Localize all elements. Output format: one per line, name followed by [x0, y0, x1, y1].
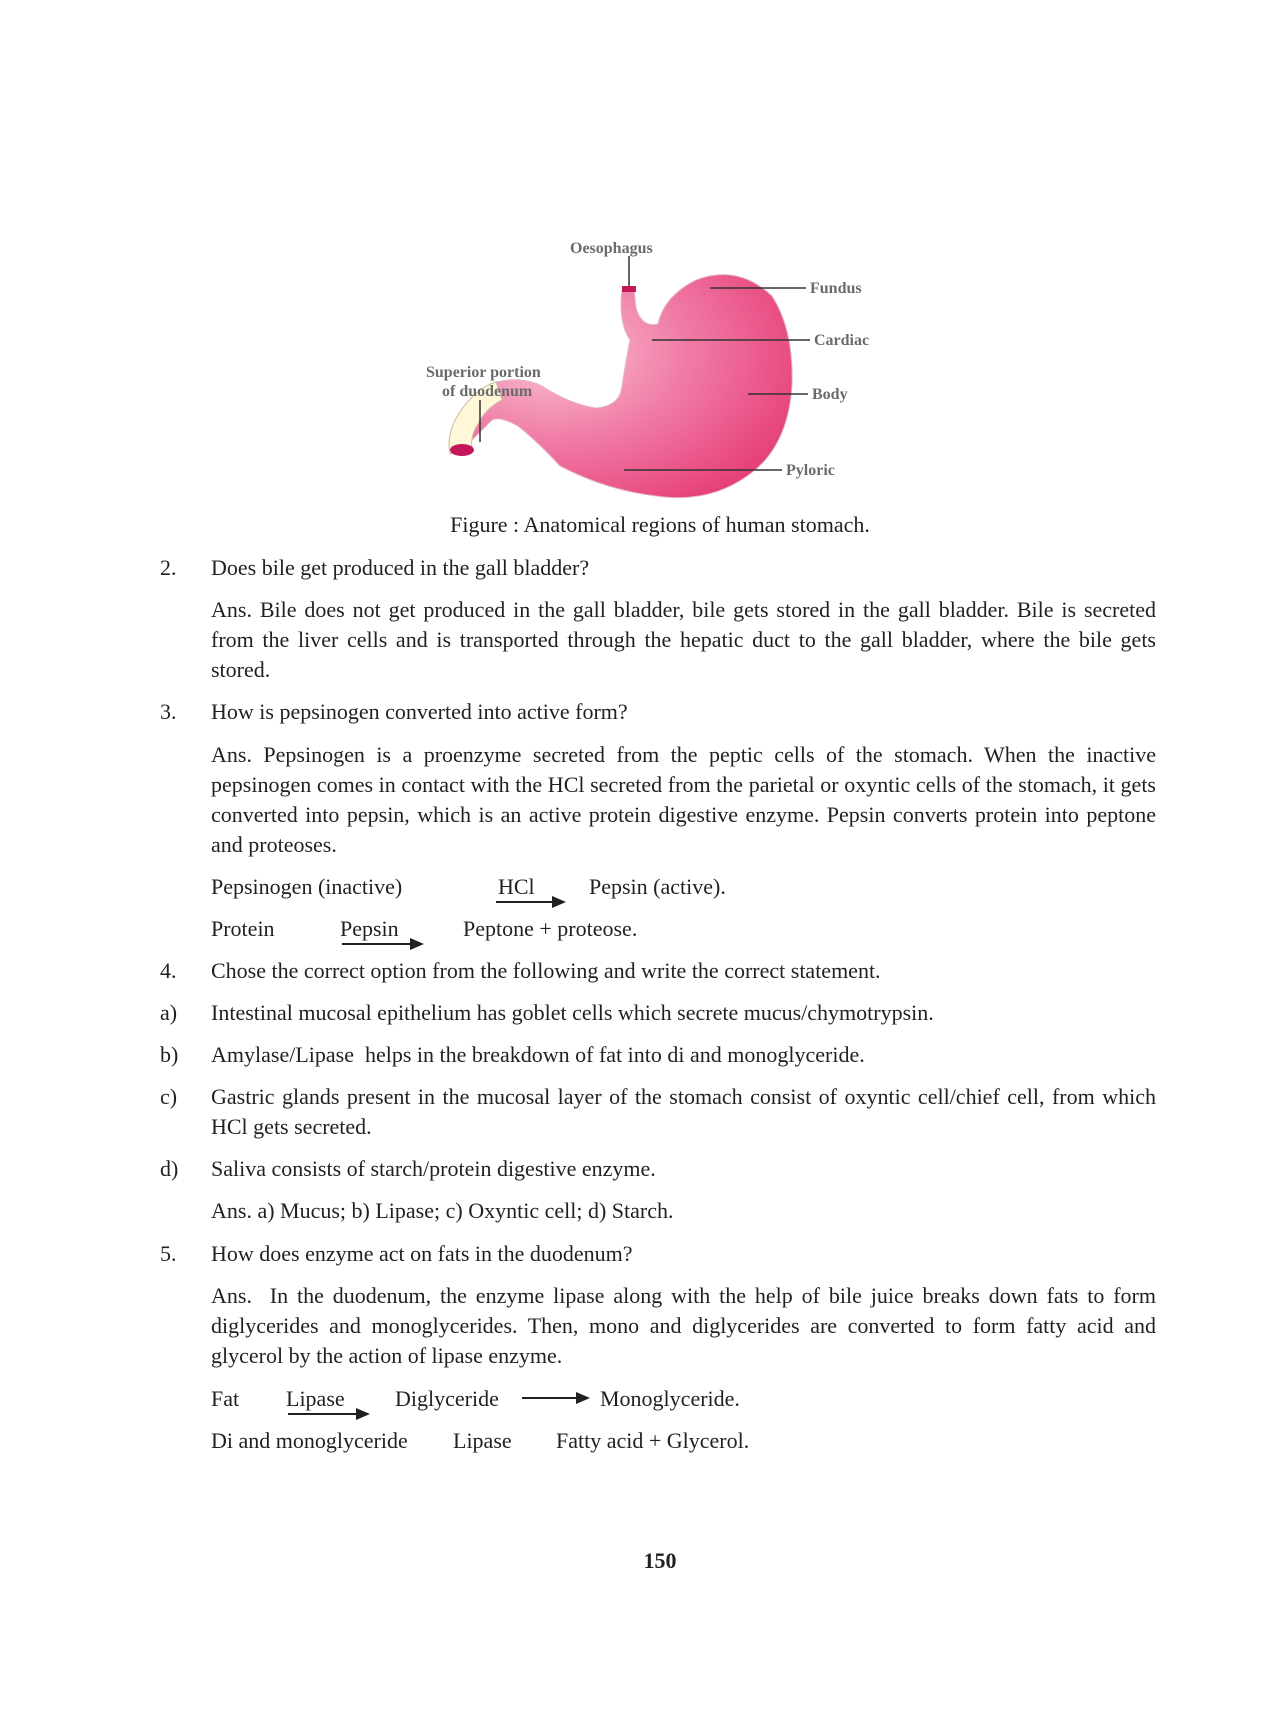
- option-text: Saliva consists of starch/protein digestive enzyme.: [211, 1156, 656, 1181]
- equation-middle: Diglyceride: [395, 1386, 499, 1411]
- question-text: How is pepsinogen converted into active form?: [211, 699, 628, 724]
- option-text: Intestinal mucosal epithelium has goblet cells which secrete mucus/chymotrypsin.: [211, 1000, 934, 1025]
- label-cardiac: Cardiac: [814, 332, 870, 349]
- oesophagus-opening: [622, 286, 636, 292]
- option-label: c): [160, 1084, 178, 1109]
- answer-text: Ans. a) Mucus; b) Lipase; c) Oxyntic cell; d) Starch.: [211, 1198, 674, 1223]
- equation-enzyme: Lipase: [286, 1386, 345, 1411]
- label-duodenum-line1: Superior portion: [426, 364, 541, 381]
- question-text: Chose the correct option from the following and write the correct statement.: [211, 958, 881, 983]
- page-number: 150: [643, 1548, 677, 1573]
- equation-right: Fatty acid + Glycerol.: [556, 1428, 750, 1453]
- option-label: b): [160, 1042, 179, 1067]
- question-number: 2.: [160, 555, 177, 580]
- option-text: Amylase/Lipase helps in the breakdown of fat into di and monoglyceride.: [211, 1042, 865, 1067]
- question-text: Does bile get produced in the gall bladder?: [211, 555, 590, 580]
- equation-enzyme: Lipase: [453, 1428, 512, 1453]
- question-number: 4.: [160, 958, 177, 983]
- answer-text: Ans. In the duodenum, the enzyme lipase along with the help of bile juice breaks down fats to form diglycerides and monoglycerides. Then, mono and diglycerides are converted to form fatty acid and glycerol by the action of lipase enzyme.: [211, 1283, 1162, 1368]
- label-duodenum-line2: of duodenum: [442, 383, 533, 400]
- reaction-arrow: [286, 1406, 376, 1422]
- reaction-arrow: [494, 894, 570, 910]
- question-number: 3.: [160, 699, 177, 724]
- answer-text: Ans. Bile does not get produced in the gall bladder, bile gets stored in the gall bladder. Bile is secreted from the liver cells and is transported through the hepatic duct to the gall bladder, where the bile gets stored.: [211, 597, 1156, 682]
- equation-enzyme: Pepsin: [340, 916, 399, 941]
- equation-right: Monoglyceride.: [600, 1386, 740, 1411]
- label-body: Body: [812, 386, 848, 403]
- figure-caption: Figure : Anatomical regions of human stomach.: [450, 512, 870, 537]
- equation-left: Fat: [211, 1386, 240, 1411]
- label-fundus: Fundus: [810, 280, 862, 297]
- answer-text: Ans. Pepsinogen is a proenzyme secreted from the peptic cells of the stomach. When the inactive pepsinogen comes in contact with the HCl secreted from the parietal or oxyntic cells of the stomach, it gets converted into pepsin, which is an active protein digestive enzyme. Pepsin converts protein into peptone and proteoses.: [211, 742, 1156, 857]
- option-label: d): [160, 1156, 179, 1181]
- stomach-figure: [420, 236, 910, 510]
- equation-left: Pepsinogen (inactive): [211, 874, 403, 899]
- equation-right: Peptone + proteose.: [463, 916, 638, 941]
- option-text: Gastric glands present in the mucosal layer of the stomach consist of oxyntic cell/chief cell, from which HCl gets secreted.: [211, 1084, 1156, 1139]
- equation-left: Di and monoglyceride: [211, 1428, 408, 1453]
- reaction-arrow: [340, 936, 430, 952]
- reaction-arrow: [520, 1390, 596, 1406]
- option-label: a): [160, 1000, 178, 1025]
- question-number: 5.: [160, 1241, 177, 1266]
- equation-enzyme: HCl: [498, 874, 535, 899]
- duodenum-opening: [450, 444, 474, 456]
- question-text: How does enzyme act on fats in the duodenum?: [211, 1241, 633, 1266]
- equation-right: Pepsin (active).: [589, 874, 726, 899]
- label-oesophagus: Oesophagus: [570, 240, 653, 257]
- label-pyloric: Pyloric: [786, 462, 835, 479]
- equation-left: Protein: [211, 916, 275, 941]
